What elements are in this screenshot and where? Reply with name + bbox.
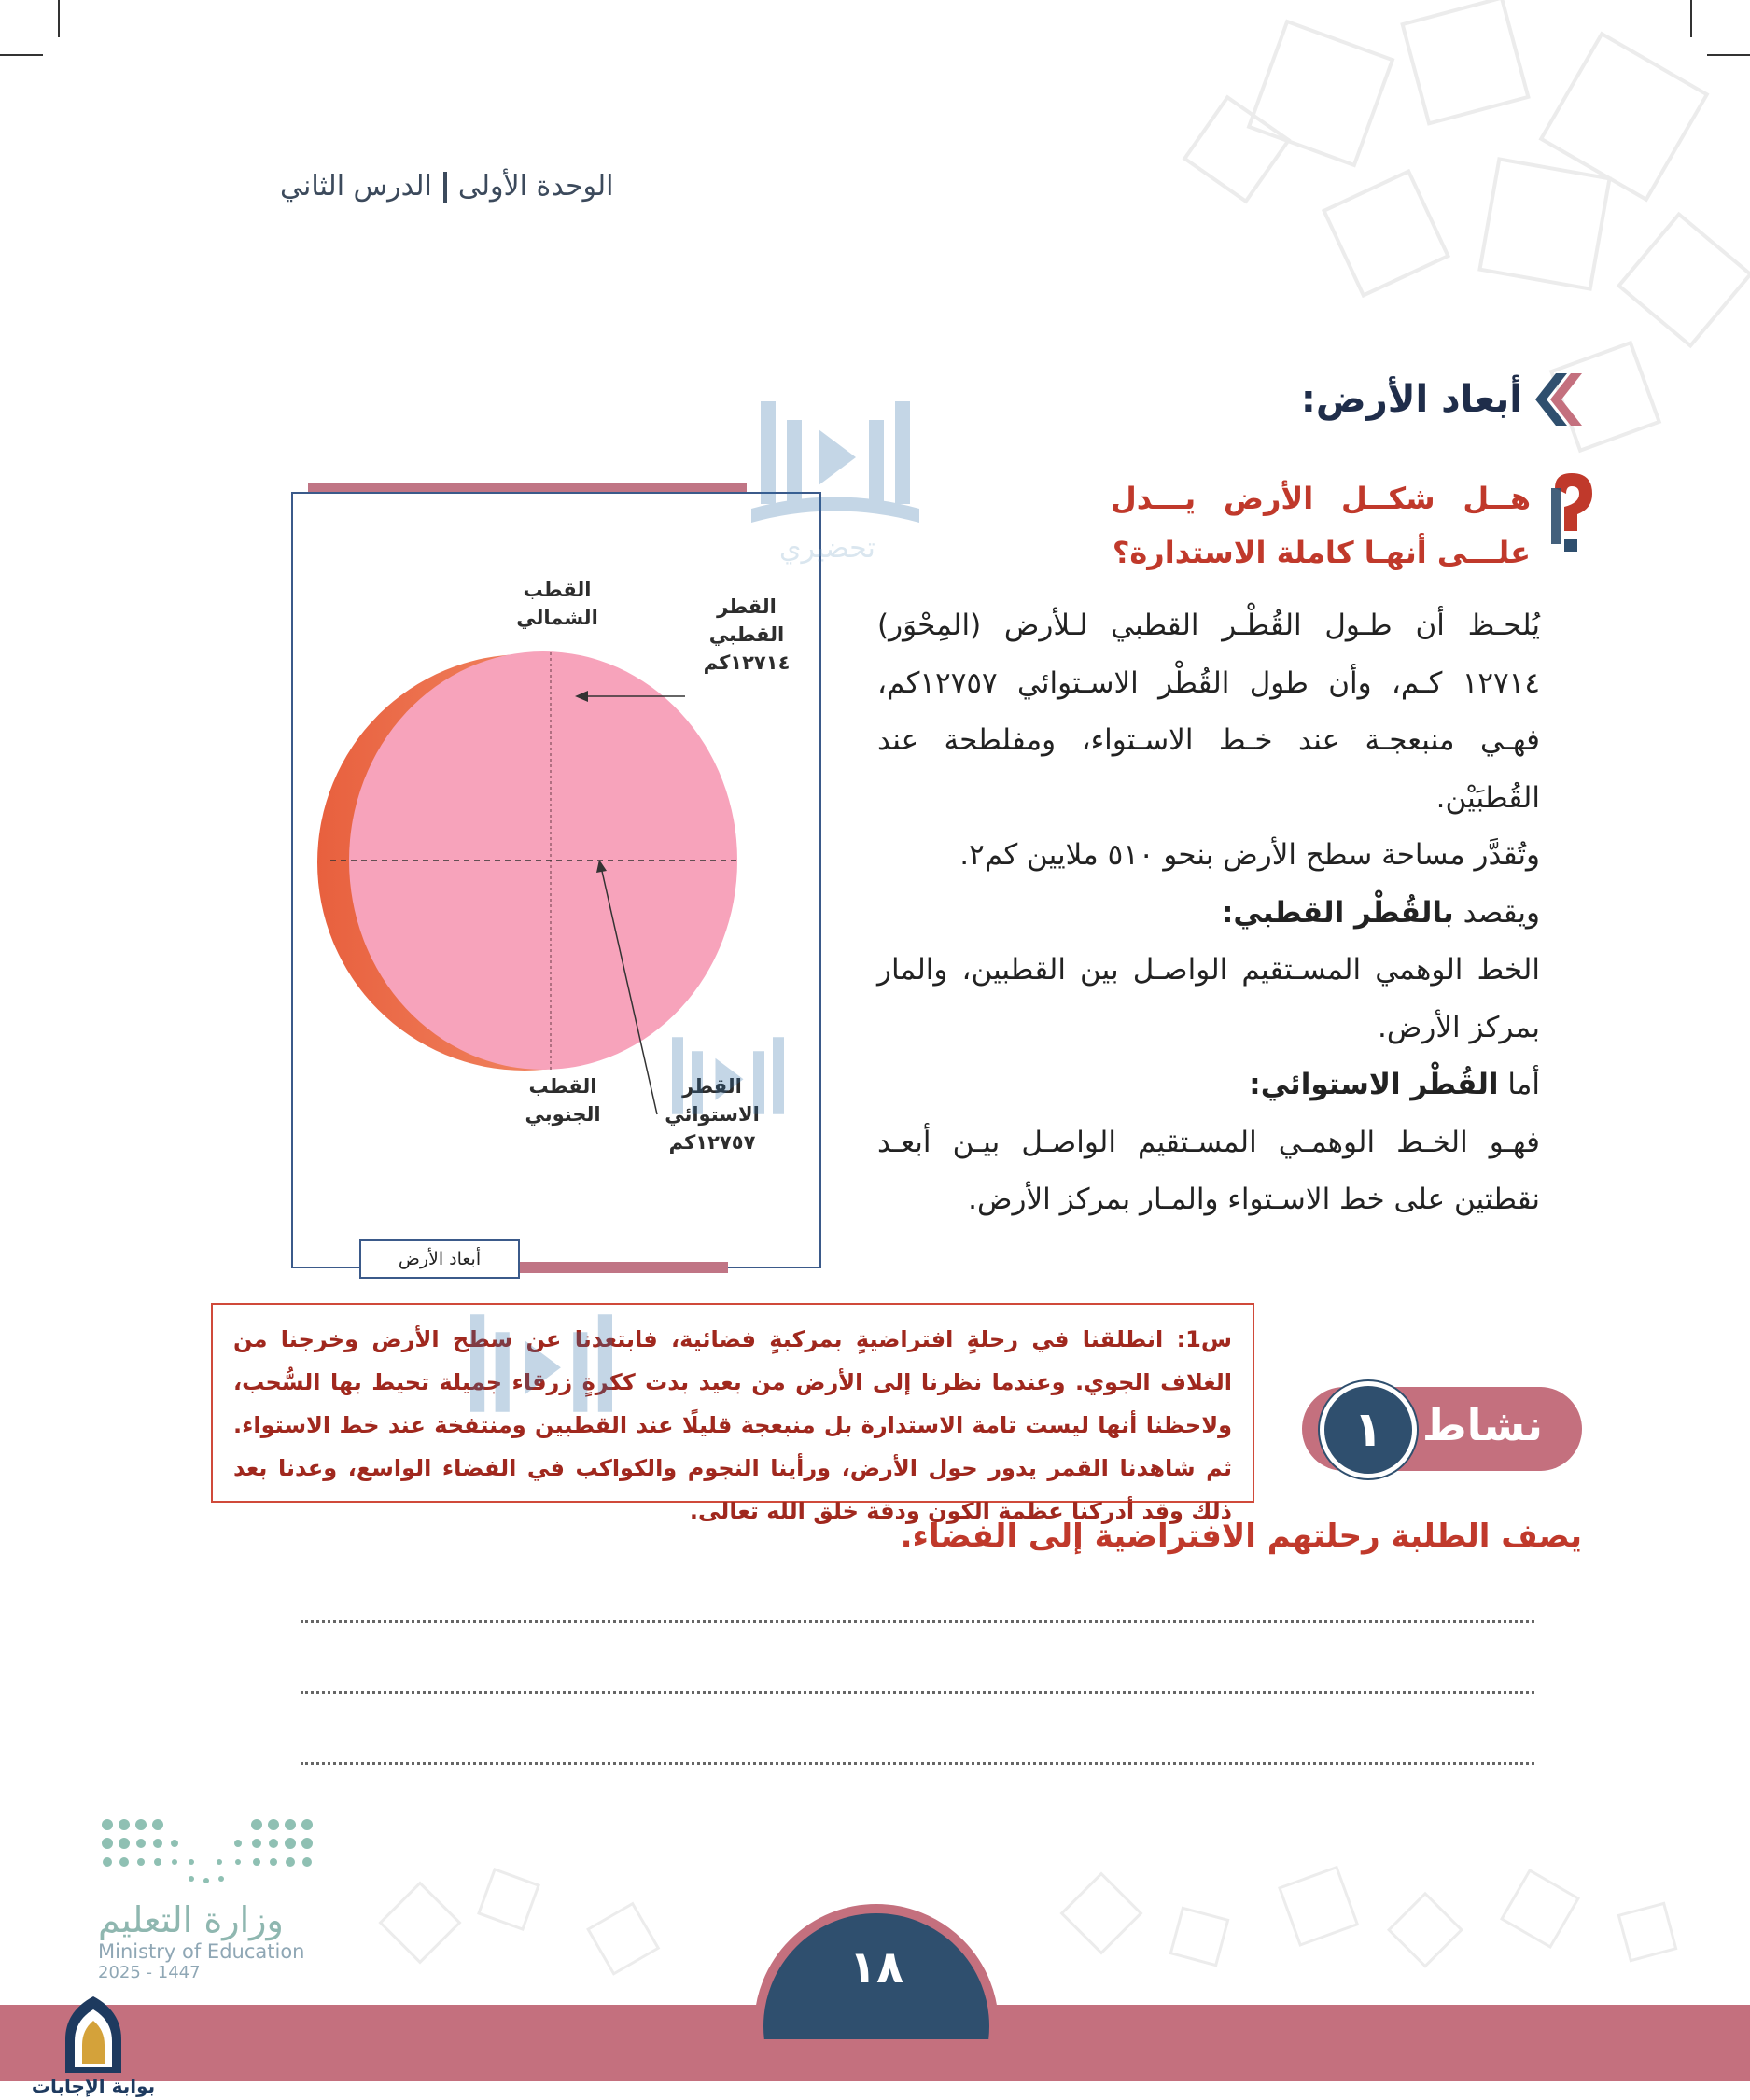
edition-year: 2025 - 1447 [98, 1963, 201, 1982]
north-pole-label: القطب الشمالي [516, 579, 598, 629]
unit-label: الوحدة الأولى [457, 170, 614, 203]
ministry-dots-icon [98, 1815, 322, 1890]
equatorial-definition-heading: أما القُطْر الاستوائي: [1249, 1068, 1540, 1101]
portal-name: بوابة الإجابات [31, 2075, 156, 2097]
double-chevron-icon [1535, 373, 1582, 426]
activity-badge [1134, 1381, 1582, 1478]
ministry-name-arabic: وزارة التعليم [98, 1899, 284, 1940]
watermark-text: تحضيري [779, 532, 875, 565]
lesson-label: الدرس الثاني [280, 170, 432, 203]
paragraph-diameters: يُلحـظ أن طـول القُطْـر القطبي لـلأرض (المِحْوَر) ١٢٧١٤ كـم، وأن طول القُطْر الاسـتوائي ١٢٧٥٧كم، فهـي منبعجـة عند خـط الاسـتواء، ومفلطحة عند القُطبَيْن. [877, 609, 1540, 815]
running-header [280, 170, 672, 203]
activity-prompt: يصف الطلبة رحلتهم الافتراضية إلى الفضاء. [900, 1518, 1582, 1555]
equatorial-term: القُطْر الاستوائي: [1249, 1068, 1499, 1101]
watermark-logo [742, 392, 929, 579]
polar-diameter-label: القطر القطبي ١٢٧١٤كم [703, 595, 791, 674]
body-text [877, 597, 1540, 1229]
answer-line[interactable] [301, 1620, 1534, 1623]
polar-definition: الخط الوهمي المسـتقيم الواصـل بين القطبين، والمار بمركز الأرض. [877, 953, 1540, 1044]
page-number: ١٨ [848, 1941, 904, 1994]
activity-number: ١ [1320, 1381, 1417, 1478]
equatorial-diameter-label: القطر الاستوائي ١٢٧٥٧كم [665, 1075, 760, 1154]
activity-label: نشاط [1421, 1400, 1543, 1450]
crop-mark [58, 0, 60, 37]
page-number-badge [754, 1904, 999, 2039]
figure-caption: أبعاد الأرض [359, 1239, 520, 1279]
question-mark-icon [1546, 473, 1596, 563]
polar-term: بالقُطْر القطبي: [1222, 895, 1454, 930]
polar-definition-heading: ويقصد بالقُطْر القطبي: [1222, 895, 1540, 930]
watermark-logo [453, 1302, 630, 1479]
book-play-icon [742, 392, 929, 532]
question-text: هــل شكــل الأرض يـــدل علـــى أنهـا كاملة الاستدارة؟ [1111, 481, 1531, 570]
mosque-dome-icon [56, 1993, 131, 2077]
ministry-name-english: Ministry of Education [98, 1940, 305, 1963]
ministry-logo [98, 1815, 322, 1982]
background-pattern [985, 0, 1750, 523]
crop-mark [0, 54, 43, 56]
paragraph-surface-area: وتُقدَّر مساحة سطح الأرض بنحو ٥١٠ ملايين كم٢. [959, 838, 1540, 872]
answer-box: س1: انطلقنا في رحلةٍ افتراضيةٍ بمركبةٍ فضائية، فابتعدنا عن سطح الأرض وخرجنا من الغلاف الجوي. وعندما نظرنا إلى الأرض من بعيد بدت ككرةٍ زرقاء جميلة تحيط بها السُّحب، ولاحظنا أنها ليست تامة الاستدارة بل منبعجة قليلًا عند القطبين ومنتفخة عند خط الاستواء. ثم شاهدنا القمر يدور حول الأرض، ورأينا النجوم والكواكب في الفضاء الواسع، وعدنا بعد ذلك وقد أدركنا عظمة الكون ودقة خلق الله تعالى. [211, 1303, 1254, 1503]
book-play-icon [453, 1302, 630, 1442]
watermark-logo [658, 1027, 798, 1167]
header-separator [443, 172, 447, 203]
section-heading [1301, 373, 1582, 426]
equatorial-definition: فهـو الخـط الوهمـي المسـتقيم الواصـل بيـن أبعـد نقطتين على خط الاسـتواء والمـار بمركز الأرض. [877, 1125, 1540, 1216]
answer-line[interactable] [301, 1762, 1534, 1765]
south-pole-label: القطب الجنوبي [525, 1075, 601, 1126]
book-play-icon [658, 1027, 798, 1139]
answers-portal-logo [28, 1993, 159, 2097]
section-title: أبعاد الأرض: [1300, 378, 1522, 421]
question-block [1111, 471, 1596, 580]
answer-line[interactable] [301, 1691, 1534, 1694]
